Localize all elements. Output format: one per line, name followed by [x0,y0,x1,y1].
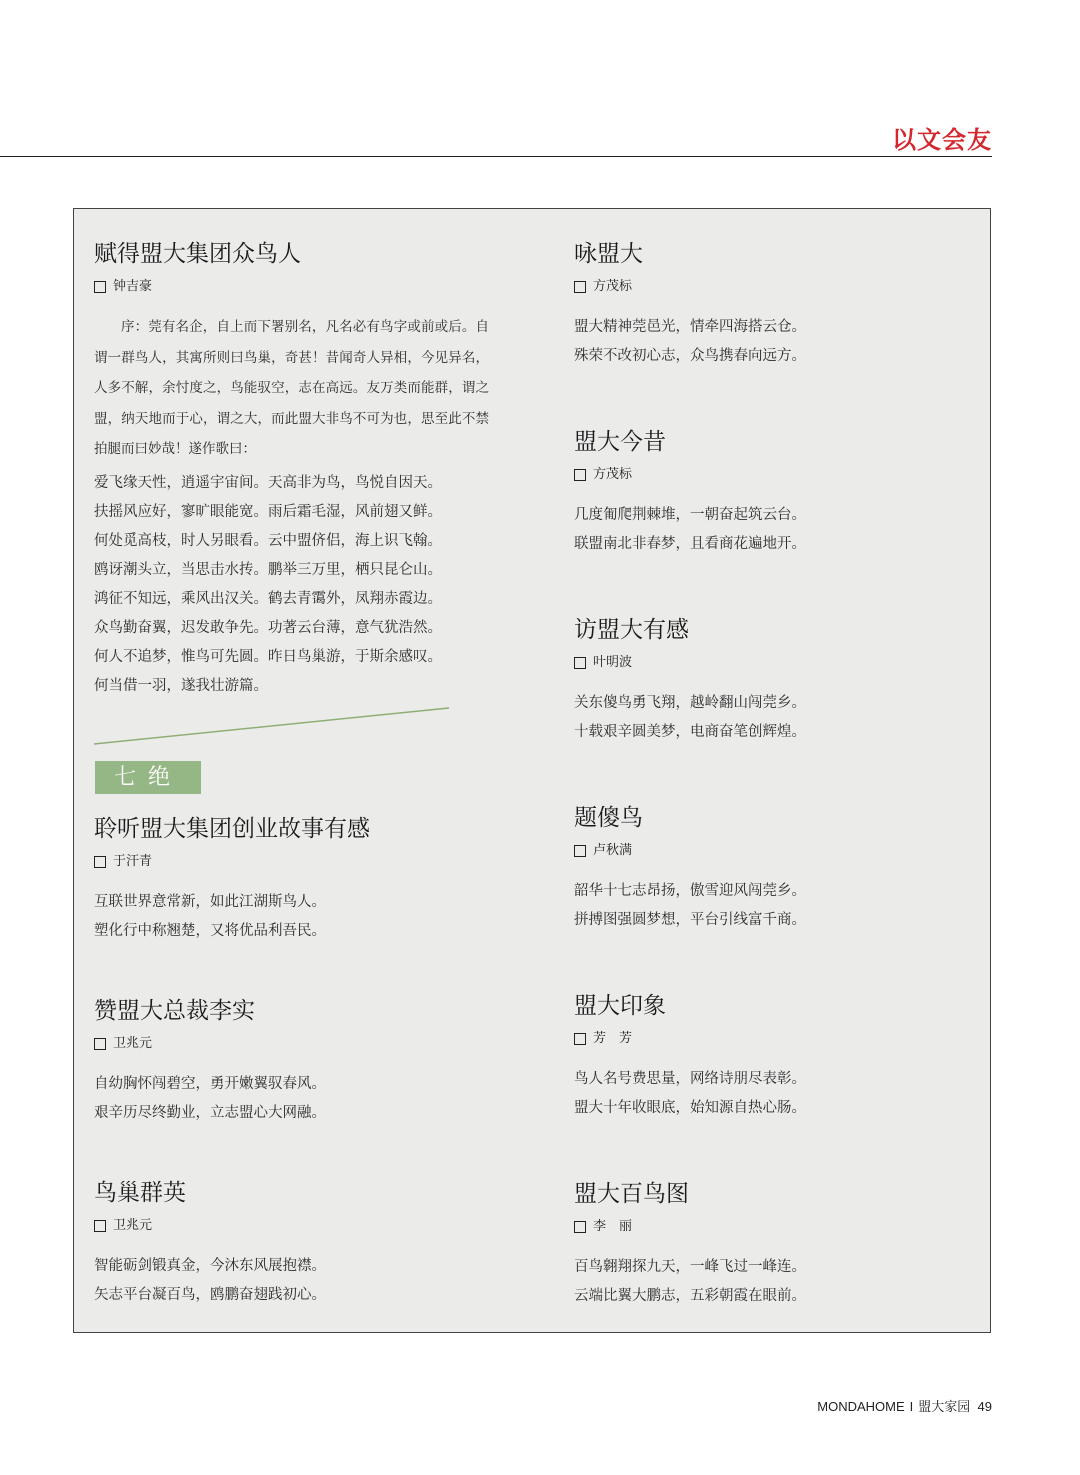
poem-zan-meng-da [94,996,489,1128]
verse-line: 艰辛历尽终勤业，立志盟心大网融。 [94,1105,326,1121]
poem-title: 赋得盟大集团众鸟人 [94,241,301,267]
poem-preface: 序：莞有名企，自上而下署别名，凡名必有鸟字或前或后。自谓一群鸟人，其寓所则曰鸟巢，奇甚！昔闻奇人异相，今见异名，人多不解，余忖度之，鸟能驭空，志在高远。友万类而能群，谓之盟，纳天地而于心，谓之大，而此盟大非鸟不可为也，思至此不禁拍腿而曰妙哉！遂作歌曰： [94,319,489,457]
verse-line: 爱飞缘天性，逍遥宇宙间。天高非为鸟，鸟悦自因天。 [94,474,442,491]
author-name: 卫兆元 [113,1036,153,1051]
poem-ling-ting [94,814,489,946]
poem-verse [574,1065,974,1123]
poem-verse [574,1253,974,1311]
verse-line: 十载艰辛圆美梦，电商奋笔创辉煌。 [574,724,806,740]
page-number: 49 [977,1399,992,1414]
checkbox-square-icon [94,281,106,293]
poem-author [574,1030,974,1048]
checkbox-square-icon [574,1221,586,1233]
footer-brand: MONDAHOME [817,1399,905,1414]
footer-magazine-name: 盟大家园 [918,1399,971,1414]
verse-line: 智能砺剑锻真金，今沐东风展抱襟。 [94,1258,326,1274]
poem-author [574,654,974,672]
author-name: 李 丽 [593,1219,633,1234]
poem-verse [574,501,974,559]
verse-line: 盟大十年收眼底，始知源自热心肠。 [574,1100,806,1116]
verse-line: 几度匍爬荆棘堆，一朝奋起筑云台。 [574,507,806,523]
poem-jin-xi [574,427,974,559]
poem-title: 盟大今昔 [574,429,666,455]
verse-line: 韶华十七志昂扬，傲雪迎风闯莞乡。 [574,883,806,899]
poem-author [574,278,974,296]
author-name: 叶明波 [593,655,633,670]
section-title: 以文会友 [892,126,992,154]
author-name: 卢秋满 [593,843,633,858]
checkbox-square-icon [574,1033,586,1045]
poem-yong-meng-da [574,239,974,371]
poem-verse [94,469,489,701]
verse-line: 殊荣不改初心志，众鸟携春向远方。 [574,348,806,364]
genre-badge: 七绝 [95,761,201,794]
poem-fu-de [94,239,489,701]
poem-author [574,466,974,484]
verse-line: 自幼胸怀闯碧空，勇开嫩翼驭春风。 [94,1076,326,1092]
verse-line: 何当借一羽，遂我壮游篇。 [94,677,268,694]
poem-author [574,842,974,860]
poem-verse [574,689,974,747]
verse-line: 何人不追梦，惟鸟可先圆。昨日鸟巢游，于斯余感叹。 [94,648,442,665]
verse-line: 拼搏图强圆梦想，平台引线富千商。 [574,912,806,928]
poem-ti-sha-niao [574,803,974,935]
poem-niao-chao [94,1178,489,1310]
verse-line: 关东傻鸟勇飞翔，越岭翻山闯莞乡。 [574,695,806,711]
author-name: 钟吉豪 [113,279,153,294]
author-name: 于汗青 [113,854,153,869]
checkbox-square-icon [574,281,586,293]
verse-line: 鸥讶潮头立，当思击水抟。鹏举三万里，栖只昆仑山。 [94,561,442,578]
verse-line: 众鸟勤奋翼，迟发敢争先。功著云台薄，意气犹浩然。 [94,619,442,636]
poem-title: 盟大印象 [574,993,666,1019]
verse-line: 扶摇风应好，寥旷眼能宽。雨后霜毛湿，风前翅又鲜。 [94,503,442,520]
verse-line: 云端比翼大鹏志，五彩朝霞在眼前。 [574,1288,806,1304]
poem-title: 赞盟大总裁李实 [94,998,255,1024]
checkbox-square-icon [94,856,106,868]
verse-line: 互联世界意常新，如此江湖斯鸟人。 [94,894,326,910]
poem-verse [574,877,974,935]
checkbox-square-icon [94,1220,106,1232]
poem-author [574,1218,974,1236]
poem-verse [574,313,974,371]
poem-title: 访盟大有感 [574,617,689,643]
poem-bai-niao-tu [574,1179,974,1311]
poem-verse [94,1070,489,1128]
verse-line: 鸿征不知远，乘风出汉关。鹤去青霭外，凤翔赤霞边。 [94,590,442,607]
verse-line: 联盟南北非春梦，且看商花遍地开。 [574,536,806,552]
checkbox-square-icon [574,657,586,669]
page-footer [817,1396,992,1415]
verse-line: 何处觅高枝，时人另眼看。云中盟侪侣，海上识飞翰。 [94,532,442,549]
poem-verse [94,1252,489,1310]
poem-verse [94,888,489,946]
poem-title: 鸟巢群英 [94,1180,186,1206]
verse-line: 百鸟翱翔探九天，一峰飞过一峰连。 [574,1259,806,1275]
verse-line: 塑化行中称翘楚，又将优品利吾民。 [94,923,326,939]
poem-yin-xiang [574,991,974,1123]
author-name: 方茂标 [593,467,633,482]
poem-author [94,278,489,296]
section-divider-line [94,707,451,747]
poems-panel [73,208,991,1333]
poem-author [94,1035,489,1053]
header-rule [0,156,992,157]
checkbox-square-icon [94,1038,106,1050]
checkbox-square-icon [574,845,586,857]
poem-title: 盟大百鸟图 [574,1181,689,1207]
verse-line: 矢志平台凝百鸟，鸥鹏奋翅践初心。 [94,1287,326,1303]
poem-title: 聆听盟大集团创业故事有感 [94,816,370,842]
verse-line: 鸟人名号费思量，网络诗朋尽表彰。 [574,1071,806,1087]
poem-author [94,1217,489,1235]
poem-title: 题傻鸟 [574,805,643,831]
poem-title: 咏盟大 [574,241,643,267]
verse-line: 盟大精神莞邑光，情牵四海搭云仓。 [574,319,806,335]
poem-author [94,853,489,871]
author-name: 芳 芳 [593,1031,633,1046]
footer-separator: I [909,1399,914,1414]
poem-fang-meng-da [574,615,974,747]
author-name: 方茂标 [593,279,633,294]
author-name: 卫兆元 [113,1218,153,1233]
checkbox-square-icon [574,469,586,481]
